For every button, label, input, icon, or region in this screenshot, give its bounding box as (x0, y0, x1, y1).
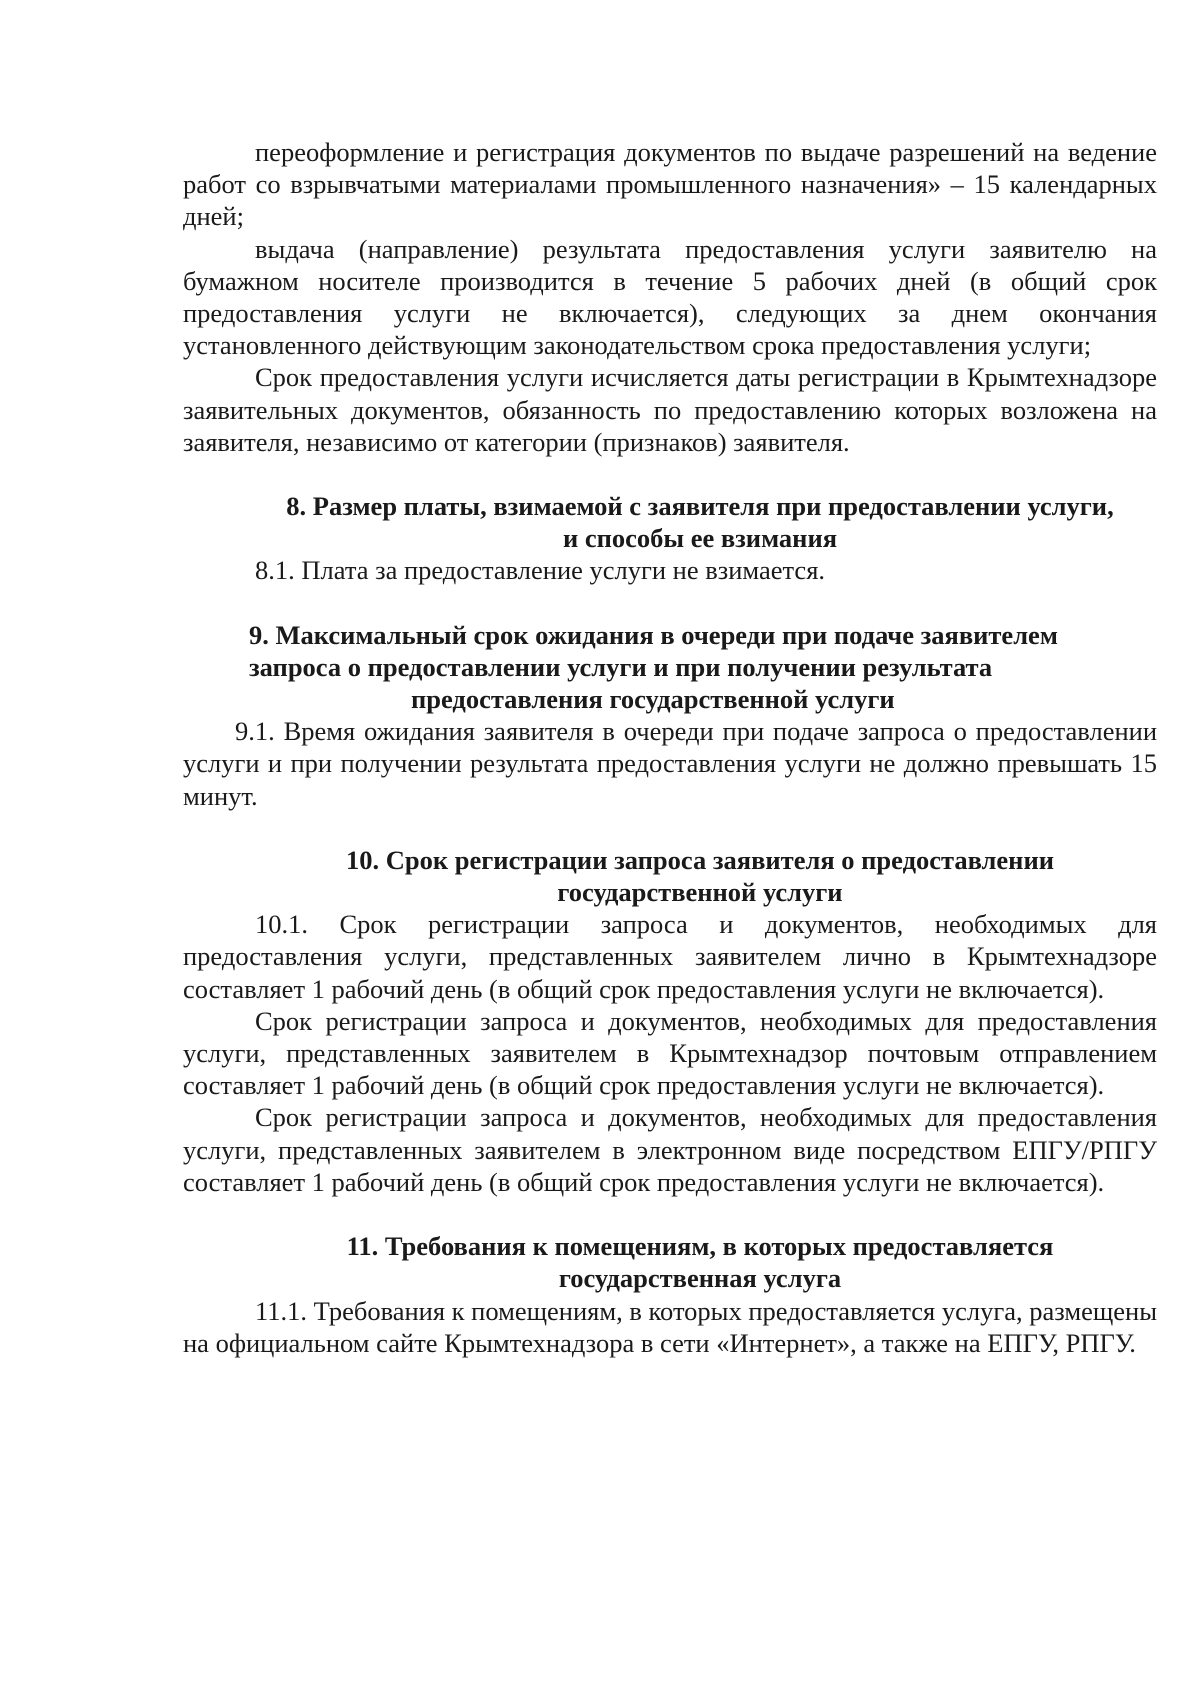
section-9-heading (249, 619, 1157, 716)
section-9-heading-line-1: 9. Максимальный срок ожидания в очереди при подаче заявителем (249, 619, 1058, 650)
section-11-heading (183, 1230, 1157, 1294)
section-11-heading-line-2: государственная услуга (558, 1263, 842, 1294)
paragraph-result-delivery: выдача (направление) результата предоставления услуги заявителю на бумажном носителе производится в течение 5 рабочих дней (в общий срок предоставления услуги не включается), следующих за днем окончания установленного действующим законодательством срока предоставления услуги; (183, 233, 1157, 361)
section-8-heading-line-2: и способы ее взимания (562, 523, 838, 554)
section-8 (183, 490, 1157, 587)
section-10-heading-line-1: 10. Срок регистрации запроса заявителя о предоставлении (346, 844, 1054, 875)
paragraph-11-1: 11.1. Требования к помещениям, в которых предоставляется услуга, размещены на официальном сайте Крымтехнадзора в сети «Интернет», а также на ЕПГУ, РПГУ. (183, 1295, 1157, 1358)
paragraph-10-1: 10.1. Срок регистрации запроса и документов, необходимых для предоставления услуги, представленных заявителем лично в Крымтехнадзоре составляет 1 рабочий день (в общий срок предоставления услуги не включается). (183, 909, 1157, 1004)
paragraph-8-1: 8.1. Плата за предоставление услуги не взимается. (255, 555, 826, 586)
section-10 (183, 844, 1157, 1198)
section-11-heading-line-1: 11. Требования к помещениям, в которых предоставляется (346, 1231, 1054, 1262)
section-9-heading-line-2: запроса о предоставлении услуги и при получении результата (249, 651, 993, 682)
section-10-heading-line-2: государственной услуги (557, 877, 843, 908)
section-9 (183, 619, 1157, 812)
paragraph-10-3: Срок регистрации запроса и документов, необходимых для предоставления услуги, представленных заявителем в электронном виде посредством ЕПГУ/РПГУ составляет 1 рабочий день (в общий срок предоставления услуги не включается). (183, 1102, 1157, 1197)
section-8-heading (183, 490, 1157, 554)
paragraph-10-2: Срок регистрации запроса и документов, необходимых для предоставления услуги, представленных заявителем в Крымтехнадзор почтовым отправлением составляет 1 рабочий день (в общий срок предоставления услуги не включается). (183, 1005, 1157, 1101)
section-8-heading-line-1: 8. Размер платы, взимаемой с заявителя при предоставлении услуги, (286, 491, 1114, 522)
paragraph-term-calculation: Срок предоставления услуги исчисляется даты регистрации в Крымтехнадзоре заявительных документов, обязанность по предоставлению которых возложена на заявителя, независимо от категории (признаков) заявителя. (183, 362, 1157, 457)
section-11 (183, 1230, 1157, 1359)
section-9-heading-line-3: предоставления государственной услуги (411, 684, 895, 715)
document-page (183, 136, 1157, 1359)
paragraph-reissue-term: переоформление и регистрация документов по выдаче разрешений на ведение работ со взрывчатыми материалами промышленного назначения» – 15 календарных дней; (183, 137, 1157, 232)
section-10-heading (183, 844, 1157, 908)
paragraph-9-1: 9.1. Время ожидания заявителя в очереди при подаче запроса о предоставлении услуги и при получении результата предоставления услуги не должно превышать 15 минут. (183, 716, 1157, 811)
